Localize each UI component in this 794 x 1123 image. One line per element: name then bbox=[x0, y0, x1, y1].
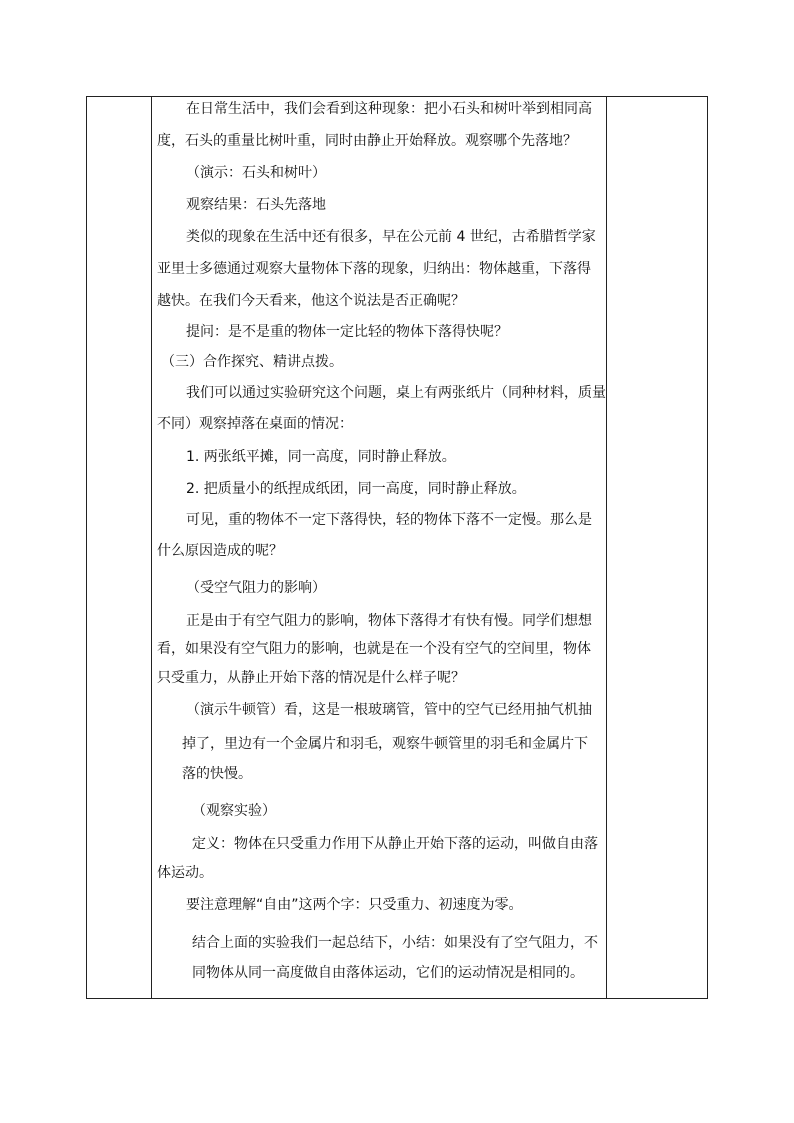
paragraph-line: 定义：物体在只受重力作用下从静止开始下落的运动，叫做自由落 bbox=[192, 836, 598, 852]
paragraph-line: 我们可以通过实验研究这个问题，桌上有两张纸片（同种材料，质量 bbox=[186, 385, 606, 401]
list-item: 2. 把质量小的纸捏成纸团，同一高度，同时静止释放。 bbox=[186, 481, 526, 497]
paragraph-line: （受空气阻力的影响） bbox=[186, 580, 326, 596]
paragraph-line: 掉了，里边有一个金属片和羽毛，观察牛顿管里的羽毛和金属片下 bbox=[182, 736, 588, 752]
paragraph-line: 度，石头的重量比树叶重，同时由静止开始释放。观察哪个先落地？ bbox=[157, 133, 577, 149]
paragraph-line: （演示：石头和树叶） bbox=[186, 165, 326, 181]
list-item: 1. 两张纸平摊，同一高度，同时静止释放。 bbox=[186, 449, 456, 465]
paragraph-line: 要注意理解“自由”这两个字：只受重力、初速度为零。 bbox=[186, 897, 523, 913]
column-divider bbox=[606, 97, 607, 998]
paragraph-line: （观察实验） bbox=[192, 803, 276, 819]
paragraph-line: 什么原因造成的呢？ bbox=[157, 543, 283, 559]
paragraph-line: 正是由于有空气阻力的影响，物体下落得才有快有慢。同学们想想 bbox=[186, 613, 592, 629]
paragraph-line: 可见，重的物体不一定下落得快，轻的物体下落不一定慢。那么是 bbox=[186, 512, 592, 528]
paragraph-line: 同物体从同一高度做自由落体运动，它们的运动情况是相同的。 bbox=[192, 965, 584, 981]
paragraph-line: 观察结果：石头先落地 bbox=[186, 197, 326, 213]
paragraph-line: 看，如果没有空气阻力的影响，也就是在一个没有空气的空间里，物体 bbox=[157, 641, 591, 657]
paragraph-line: 不同）观察掉落在桌面的情况： bbox=[157, 416, 353, 432]
paragraph-line: 类似的现象在生活中还有很多，早在公元前 4 世纪，古希腊哲学家 bbox=[186, 229, 596, 245]
content-cell bbox=[152, 97, 606, 998]
paragraph-line: 体运动。 bbox=[157, 865, 213, 881]
paragraph-line: 落的快慢。 bbox=[182, 766, 252, 782]
paragraph-line: （演示牛顿管）看，这是一根玻璃管，管中的空气已经用抽气机抽 bbox=[186, 702, 592, 718]
paragraph-line: 结合上面的实验我们一起总结下，小结：如果没有了空气阻力，不 bbox=[192, 935, 598, 951]
paragraph-line: 在日常生活中，我们会看到这种现象：把小石头和树叶举到相同高 bbox=[186, 101, 592, 117]
paragraph-line: 提问：是不是重的物体一定比轻的物体下落得快呢？ bbox=[186, 324, 508, 340]
paragraph-line: 只受重力，从静止开始下落的情况是什么样子呢？ bbox=[157, 670, 465, 686]
lesson-table bbox=[86, 96, 708, 999]
paragraph-line: 越快。在我们今天看来，他这个说法是否正确呢？ bbox=[157, 293, 465, 309]
paragraph-line: 亚里士多德通过观察大量物体下落的现象，归纳出：物体越重，下落得 bbox=[157, 261, 591, 277]
section-heading: （三）合作探究、精讲点拨。 bbox=[161, 354, 343, 370]
